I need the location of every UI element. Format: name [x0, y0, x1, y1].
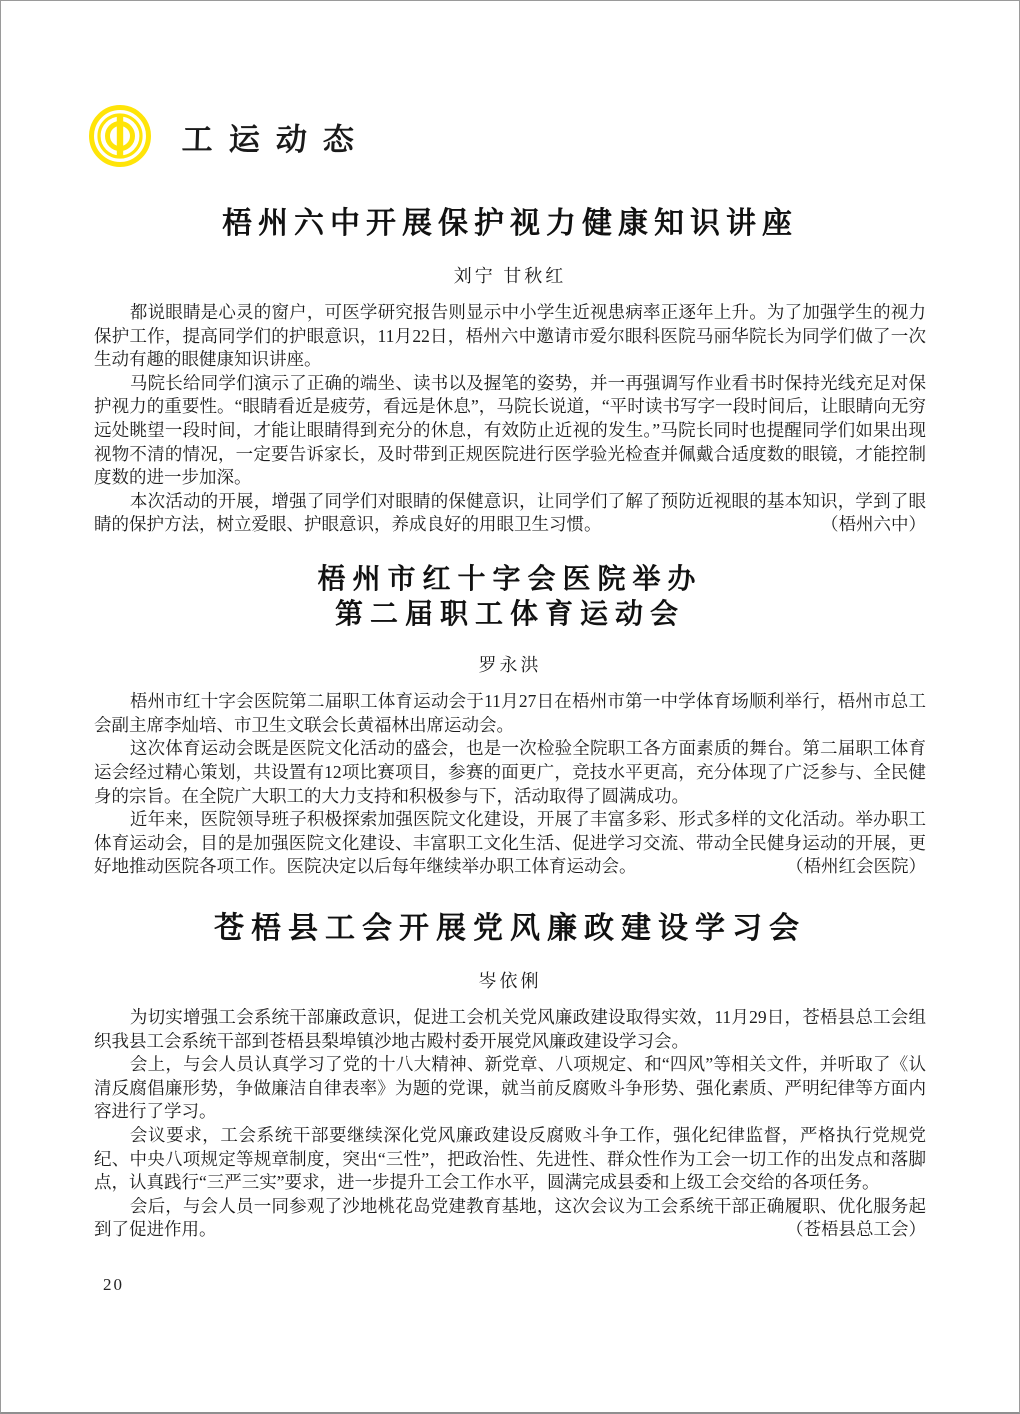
masthead-title: 工运动态 — [181, 121, 371, 157]
article-title-line: 梧州市红十字会医院举办 — [317, 564, 703, 596]
article-party-discipline-study — [94, 903, 926, 1242]
article-title-line: 梧州六中开展保护视力健康知识讲座 — [222, 207, 798, 240]
paragraph: 会上，与会人员认真学习了党的十八大精神、新党章、八项规定、和“四风”等相关文件，并听取了《认清反腐倡廉形势，争做廉洁自律表率》为题的党课，就当前反腐败斗争形势、强化素质、严明纪律等方面内容进行了学习。 — [94, 1054, 926, 1122]
article-body — [94, 301, 926, 537]
article-attribution: （梧州红会医院） — [786, 856, 926, 877]
article-title-line: 第二届职工体育运动会 — [334, 598, 685, 630]
article-title — [94, 563, 926, 632]
article-title — [94, 198, 926, 242]
paragraph: 马院长给同学们演示了正确的端坐、读书以及握笔的姿势，并一再强调写作业看书时保持光线充足对保护视力的重要性。“眼睛看近是疲劳，看远是休息”，马院长说道，“平时读书写字一段时间后，让眼睛向无穷远处眺望一段时间，才能让眼睛得到充分的休息，有效防止近视的发生。”马院长同时也提醒同学们如果出现视物不清的情况，一定要告诉家长，及时带到正规医院进行医学验光检查并佩戴合适度数的眼镜，才能控制度数的进一步加深。 — [94, 372, 926, 488]
article-attribution: （梧州六中） — [821, 514, 926, 535]
union-emblem-icon — [88, 104, 152, 168]
paragraph — [94, 1195, 926, 1242]
article-authors: 罗永洪 — [478, 655, 542, 676]
article-body — [94, 690, 926, 879]
article-vision-lecture — [94, 198, 926, 537]
paragraph-text: 本次活动的开展，增强了同学们对眼睛的保健意识，让同学们了解了预防近视眼的基本知识，学到了眼睛的保护方法，树立爱眼、护眼意识，养成良好的用眼卫生习惯。 — [94, 490, 926, 535]
article-attribution: （苍梧县总工会） — [786, 1219, 926, 1240]
article-title — [94, 903, 926, 947]
article-title-line: 苍梧县工会开展党风廉政建设学习会 — [214, 911, 806, 945]
paragraph: 梧州市红十字会医院第二届职工体育运动会于11月27日在梧州市第一中学体育场顺利举行，梧州市总工会副主席李灿培、市卫生文联会长黄福林出席运动会。 — [94, 691, 926, 735]
paragraph-text: 会后，与会人员一同参观了沙地桃花岛党建教育基地，这次会议为工会系统干部正确履职、优化服务起到了促进作用。 — [94, 1195, 926, 1240]
page-number: 20 — [103, 1275, 124, 1294]
masthead — [88, 1, 926, 168]
paragraph — [94, 808, 926, 879]
article-authors: 岑依俐 — [478, 971, 542, 992]
article-authors: 刘宁 甘秋红 — [453, 266, 567, 287]
paragraph: 都说眼睛是心灵的窗户，可医学研究报告则显示中小学生近视患病率正逐年上升。为了加强学生的视力保护工作，提高同学们的护眼意识，11月22日，梧州六中邀请市爱尔眼科医院马丽华院长为同学们做了一次生动有趣的眼健康知识讲座。 — [94, 302, 926, 370]
article-sports-meeting — [94, 563, 926, 879]
paragraph — [94, 490, 926, 537]
article-body — [94, 1006, 926, 1242]
paragraph: 这次体育运动会既是医院文化活动的盛会，也是一次检验全院职工各方面素质的舞台。第二届职工体育运会经过精心策划，共设置有12项比赛项目，参赛的面更广，竞技水平更高，充分体现了广泛参与、全民健身的宗旨。在全院广大职工的大力支持和积极参与下，活动取得了圆满成功。 — [94, 738, 926, 806]
paragraph: 会议要求，工会系统干部要继续深化党风廉政建设反腐败斗争工作，强化纪律监督，严格执行党规党纪、中央八项规定等规章制度，突出“三性”，把政治性、先进性、群众性作为工会一切工作的出发点和落脚点，认真践行“三严三实”要求，进一步提升工会工作水平，圆满完成县委和上级工会交给的各项任务。 — [94, 1125, 926, 1193]
paragraph-text: 近年来，医院领导班子积极探索加强医院文化建设，开展了丰富多彩、形式多样的文化活动。举办职工体育运动会，目的是加强医院文化建设、丰富职工文化生活、促进学习交流、带动全民健身运动的开展，更好地推动医院各项工作。医院决定以后每年继续举办职工体育运动会。 — [94, 809, 926, 877]
paragraph: 为切实增强工会系统干部廉政意识，促进工会机关党风廉政建设取得实效，11月29日，苍梧县总工会组织我县工会系统干部到苍梧县梨埠镇沙地古殿村委开展党风廉政建设学习会。 — [94, 1007, 926, 1051]
